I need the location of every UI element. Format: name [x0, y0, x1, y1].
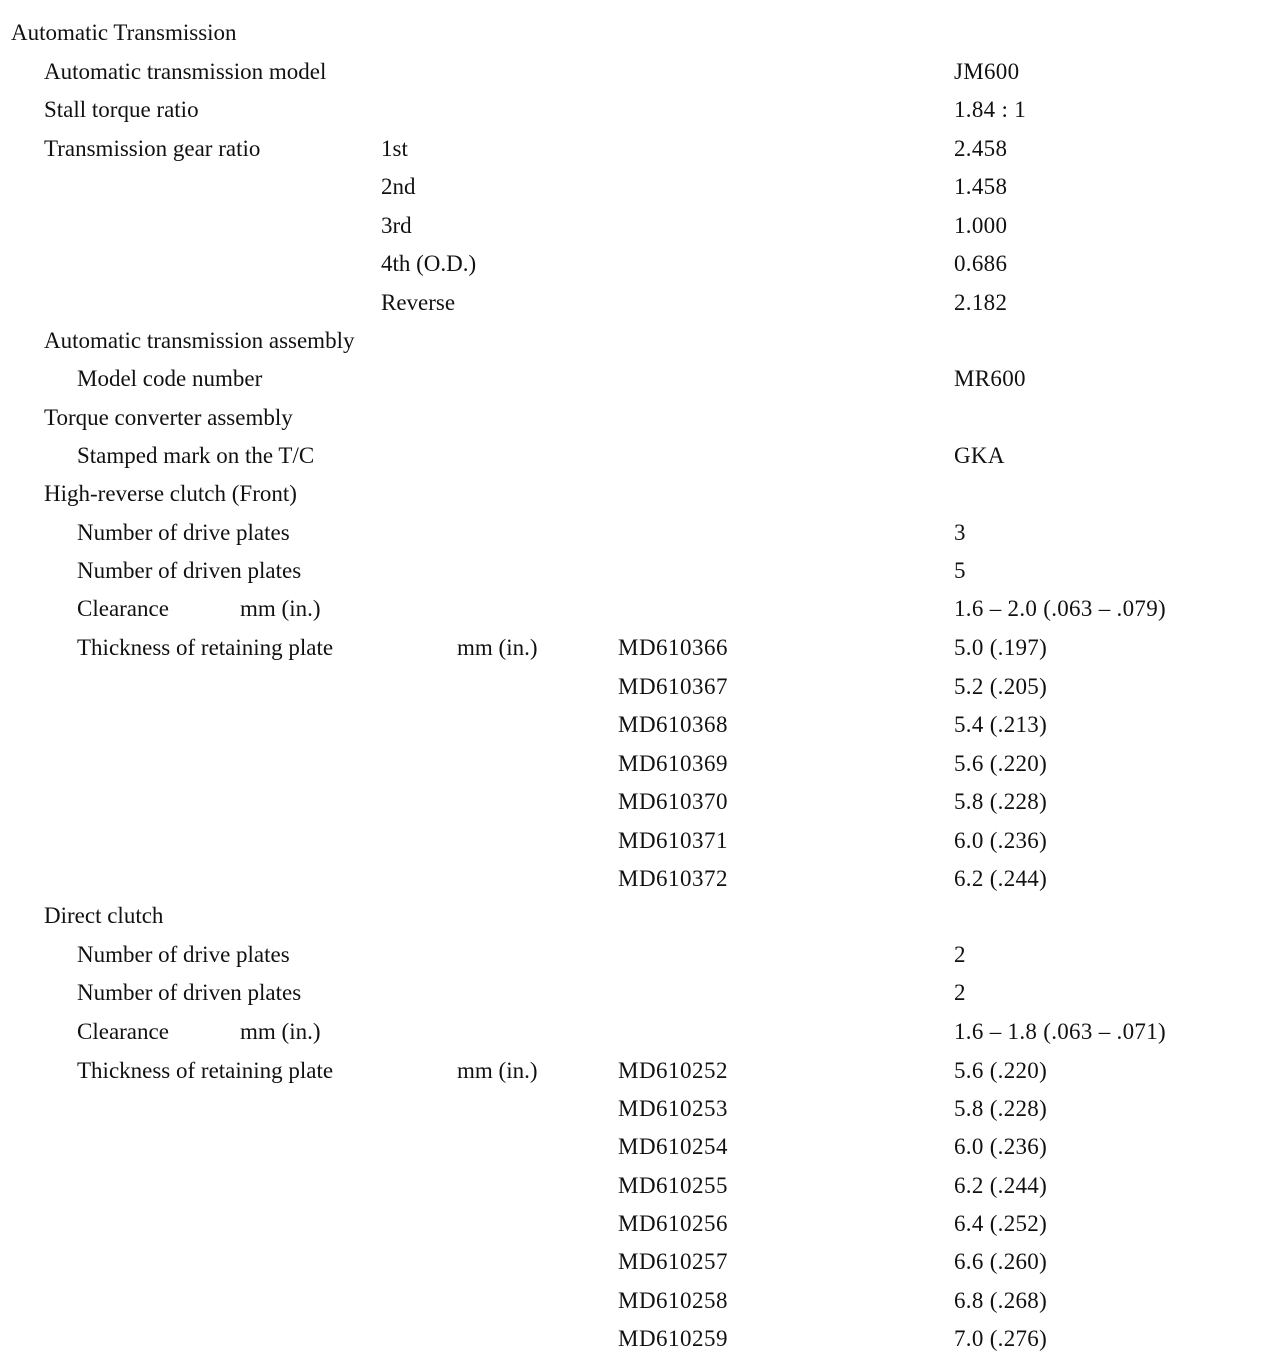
gear-name: 3rd	[381, 213, 412, 238]
spec-row-hr-driven-plates	[0, 552, 1264, 590]
part-thickness: 6.2 (.244)	[954, 866, 1048, 891]
spec-unit: mm (in.)	[240, 1019, 321, 1044]
gear-ratio: 0.686	[954, 251, 1008, 276]
spec-label: Transmission gear ratio	[44, 136, 261, 161]
spec-row-stall-ratio	[0, 91, 1264, 129]
spec-value: 2	[954, 942, 966, 967]
part-thickness: 5.8 (.228)	[954, 789, 1048, 814]
spec-label: Number of driven plates	[77, 980, 302, 1005]
spec-unit: mm (in.)	[457, 1058, 538, 1083]
part-number: MD610259	[618, 1326, 729, 1351]
spec-row-model-code	[0, 360, 1264, 398]
part-thickness: 5.6 (.220)	[954, 1058, 1048, 1083]
part-number: MD610369	[618, 751, 729, 776]
subheading-torque-converter-row	[0, 399, 1264, 437]
part-number: MD610253	[618, 1096, 729, 1121]
part-number: MD610258	[618, 1288, 729, 1313]
spec-row-model	[0, 53, 1264, 91]
spec-row-dc-plate-4	[0, 1205, 1264, 1243]
spec-row-dc-plate-7	[0, 1320, 1264, 1358]
spec-row-hr-plate-5	[0, 822, 1264, 860]
spec-value: JM600	[954, 59, 1020, 84]
spec-row-dc-plate-2	[0, 1128, 1264, 1166]
gear-name: 4th (O.D.)	[381, 251, 477, 276]
gear-ratio: 1.458	[954, 174, 1008, 199]
gear-name: Reverse	[381, 290, 456, 315]
part-thickness: 5.8 (.228)	[954, 1096, 1048, 1121]
spec-row-gear-3rd	[0, 207, 1264, 245]
spec-unit: mm (in.)	[457, 635, 538, 660]
spec-row-stamped-mark	[0, 437, 1264, 475]
part-thickness: 5.0 (.197)	[954, 635, 1048, 660]
spec-row-dc-drive-plates	[0, 936, 1264, 974]
part-number: MD610371	[618, 828, 729, 853]
part-number: MD610366	[618, 635, 729, 660]
subheading: High-reverse clutch (Front)	[44, 481, 297, 506]
spec-row-gear-1st	[0, 130, 1264, 168]
spec-row-hr-plate-0	[0, 629, 1264, 667]
part-thickness: 6.6 (.260)	[954, 1249, 1048, 1274]
spec-row-dc-plate-1	[0, 1090, 1264, 1128]
spec-row-dc-plate-5	[0, 1243, 1264, 1281]
subheading: Automatic transmission assembly	[44, 328, 355, 353]
spec-row-hr-drive-plates	[0, 514, 1264, 552]
subheading-high-reverse-row	[0, 475, 1264, 513]
spec-value: 1.6 – 2.0 (.063 – .079)	[954, 596, 1166, 621]
gear-name: 2nd	[381, 174, 416, 199]
spec-label: Model code number	[77, 366, 263, 391]
gear-ratio: 2.458	[954, 136, 1008, 161]
subheading: Direct clutch	[44, 903, 164, 928]
spec-row-dc-plate-6	[0, 1282, 1264, 1320]
spec-row-gear-reverse	[0, 284, 1264, 322]
spec-value: 1.6 – 1.8 (.063 – .071)	[954, 1019, 1166, 1044]
spec-label: Automatic transmission model	[44, 59, 327, 84]
part-thickness: 6.2 (.244)	[954, 1173, 1048, 1198]
part-number: MD610367	[618, 674, 729, 699]
spec-value: 5	[954, 558, 966, 583]
gear-name: 1st	[381, 136, 408, 161]
spec-label: Number of driven plates	[77, 558, 302, 583]
spec-row-hr-plate-2	[0, 706, 1264, 744]
spec-row-dc-driven-plates	[0, 974, 1264, 1012]
spec-label: Clearance	[77, 596, 169, 621]
spec-row-dc-plate-3	[0, 1167, 1264, 1205]
spec-row-gear-2nd	[0, 168, 1264, 206]
spec-value: 3	[954, 520, 966, 545]
part-thickness: 5.6 (.220)	[954, 751, 1048, 776]
part-thickness: 5.2 (.205)	[954, 674, 1048, 699]
part-number: MD610368	[618, 712, 729, 737]
spec-label: Number of drive plates	[77, 942, 290, 967]
spec-label: Clearance	[77, 1019, 169, 1044]
spec-row-gear-4th	[0, 245, 1264, 283]
spec-row-hr-plate-4	[0, 783, 1264, 821]
subheading-direct-clutch-row	[0, 897, 1264, 935]
spec-row-hr-clearance	[0, 590, 1264, 628]
part-number: MD610254	[618, 1134, 729, 1159]
part-number: MD610256	[618, 1211, 729, 1236]
spec-unit: mm (in.)	[240, 596, 321, 621]
part-thickness: 5.4 (.213)	[954, 712, 1048, 737]
spec-row-hr-plate-1	[0, 668, 1264, 706]
part-number: MD610370	[618, 789, 729, 814]
spec-row-hr-plate-6	[0, 860, 1264, 898]
part-thickness: 6.0 (.236)	[954, 1134, 1048, 1159]
part-number: MD610257	[618, 1249, 729, 1274]
spec-value: MR600	[954, 366, 1026, 391]
spec-label: Number of drive plates	[77, 520, 290, 545]
subheading: Torque converter assembly	[44, 405, 293, 430]
spec-label: Thickness of retaining plate	[77, 1058, 334, 1083]
part-thickness: 7.0 (.276)	[954, 1326, 1048, 1351]
spec-value: 2	[954, 980, 966, 1005]
spec-value: GKA	[954, 443, 1005, 468]
section-title-row	[0, 14, 1264, 52]
spec-row-dc-plate-0	[0, 1052, 1264, 1090]
section-title: Automatic Transmission	[11, 20, 237, 45]
gear-ratio: 2.182	[954, 290, 1008, 315]
subheading-assembly-row	[0, 322, 1264, 360]
part-number: MD610252	[618, 1058, 729, 1083]
part-number: MD610372	[618, 866, 729, 891]
part-number: MD610255	[618, 1173, 729, 1198]
spec-value: 1.84 : 1	[954, 97, 1027, 122]
spec-row-dc-clearance	[0, 1013, 1264, 1051]
part-thickness: 6.0 (.236)	[954, 828, 1048, 853]
gear-ratio: 1.000	[954, 213, 1008, 238]
part-thickness: 6.8 (.268)	[954, 1288, 1048, 1313]
spec-label: Stall torque ratio	[44, 97, 199, 122]
part-thickness: 6.4 (.252)	[954, 1211, 1048, 1236]
spec-label: Thickness of retaining plate	[77, 635, 334, 660]
spec-label: Stamped mark on the T/C	[77, 443, 315, 468]
spec-row-hr-plate-3	[0, 745, 1264, 783]
